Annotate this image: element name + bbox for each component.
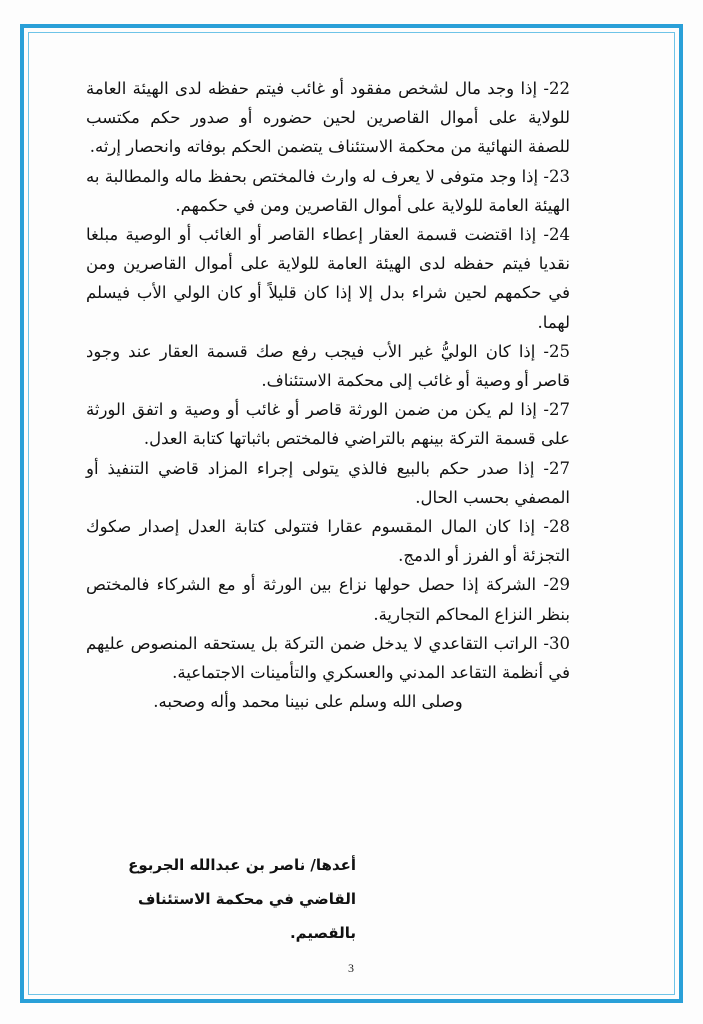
paragraph-28: 28- إذا كان المال المقسوم عقارا فتتولى كتابة العدل إصدار صكوك التجزئة أو الفرز أو الدمج. bbox=[86, 517, 570, 566]
paragraph-27a: 27- إذا لم يكن من ضمن الورثة قاصر أو غائب أو وصية و اتفق الورثة على قسمة التركة بينهم بالتراضي فالمختص باثباتها كتابة العدل. bbox=[86, 400, 570, 449]
closing-prayer: وصلى الله وسلم على نبينا محمد وأله وصحبه. bbox=[153, 692, 463, 712]
paragraph-24: 24- إذا اقتضت قسمة العقار إعطاء القاصر أو الغائب أو الوصية مبلغا نقديا فيتم حفظه لدى الهيئة العامة للولاية على أموال القاصرين ومن في حكمهم لحين شراء بدل إلا إذا كان قليلاً أو كان الولي الأب فيسلم لهما. bbox=[86, 225, 570, 332]
paragraph-25: 25- إذا كان الوليُّ غير الأب فيجب رفع صك قسمة العقار عند وجود قاصر أو وصية أو غائب إلى محكمة الاستئناف. bbox=[86, 341, 570, 391]
page-number: 3 bbox=[348, 961, 354, 975]
paragraph-22: 22- إذا وجد مال لشخص مفقود أو غائب فيتم حفظه لدى الهيئة العامة للولاية على أموال القاصرين لحين حضوره أو صدور حكم مكتسب للصفة النهائية من محكمة الاستئناف يتضمن الحكم بوفاته وانحصار إرثه. bbox=[86, 79, 570, 157]
paragraph-29: 29- الشركة إذا حصل حولها نزاع بين الورثة أو مع الشركاء فالمختص بنظر النزاع المحاكم التجارية. bbox=[86, 575, 570, 624]
paragraph-23: 23- إذا وجد متوفى لا يعرف له وارث فالمختص بحفظ ماله والمطالبة به الهيئة العامة للولاية على أموال القاصرين ومن في حكمهم. bbox=[86, 166, 570, 215]
paragraph-30: 30- الراتب التقاعدي لا يدخل ضمن التركة بل يستحقه المنصوص عليهم في أنظمة التقاعد المدني والعسكري والتأمينات الاجتماعية. bbox=[86, 633, 570, 683]
document-body bbox=[86, 74, 570, 716]
signature-block bbox=[86, 848, 356, 950]
signature-title: القاضي في محكمة الاستئناف بالقصيم. bbox=[138, 890, 356, 942]
signature-author: أعدها/ ناصر بن عبدالله الجربوع bbox=[128, 856, 356, 874]
paragraph-27b: 27- إذا صدر حكم بالبيع فالذي يتولى إجراء المزاد قاضي التنفيذ أو المصفي بحسب الحال. bbox=[86, 458, 570, 507]
